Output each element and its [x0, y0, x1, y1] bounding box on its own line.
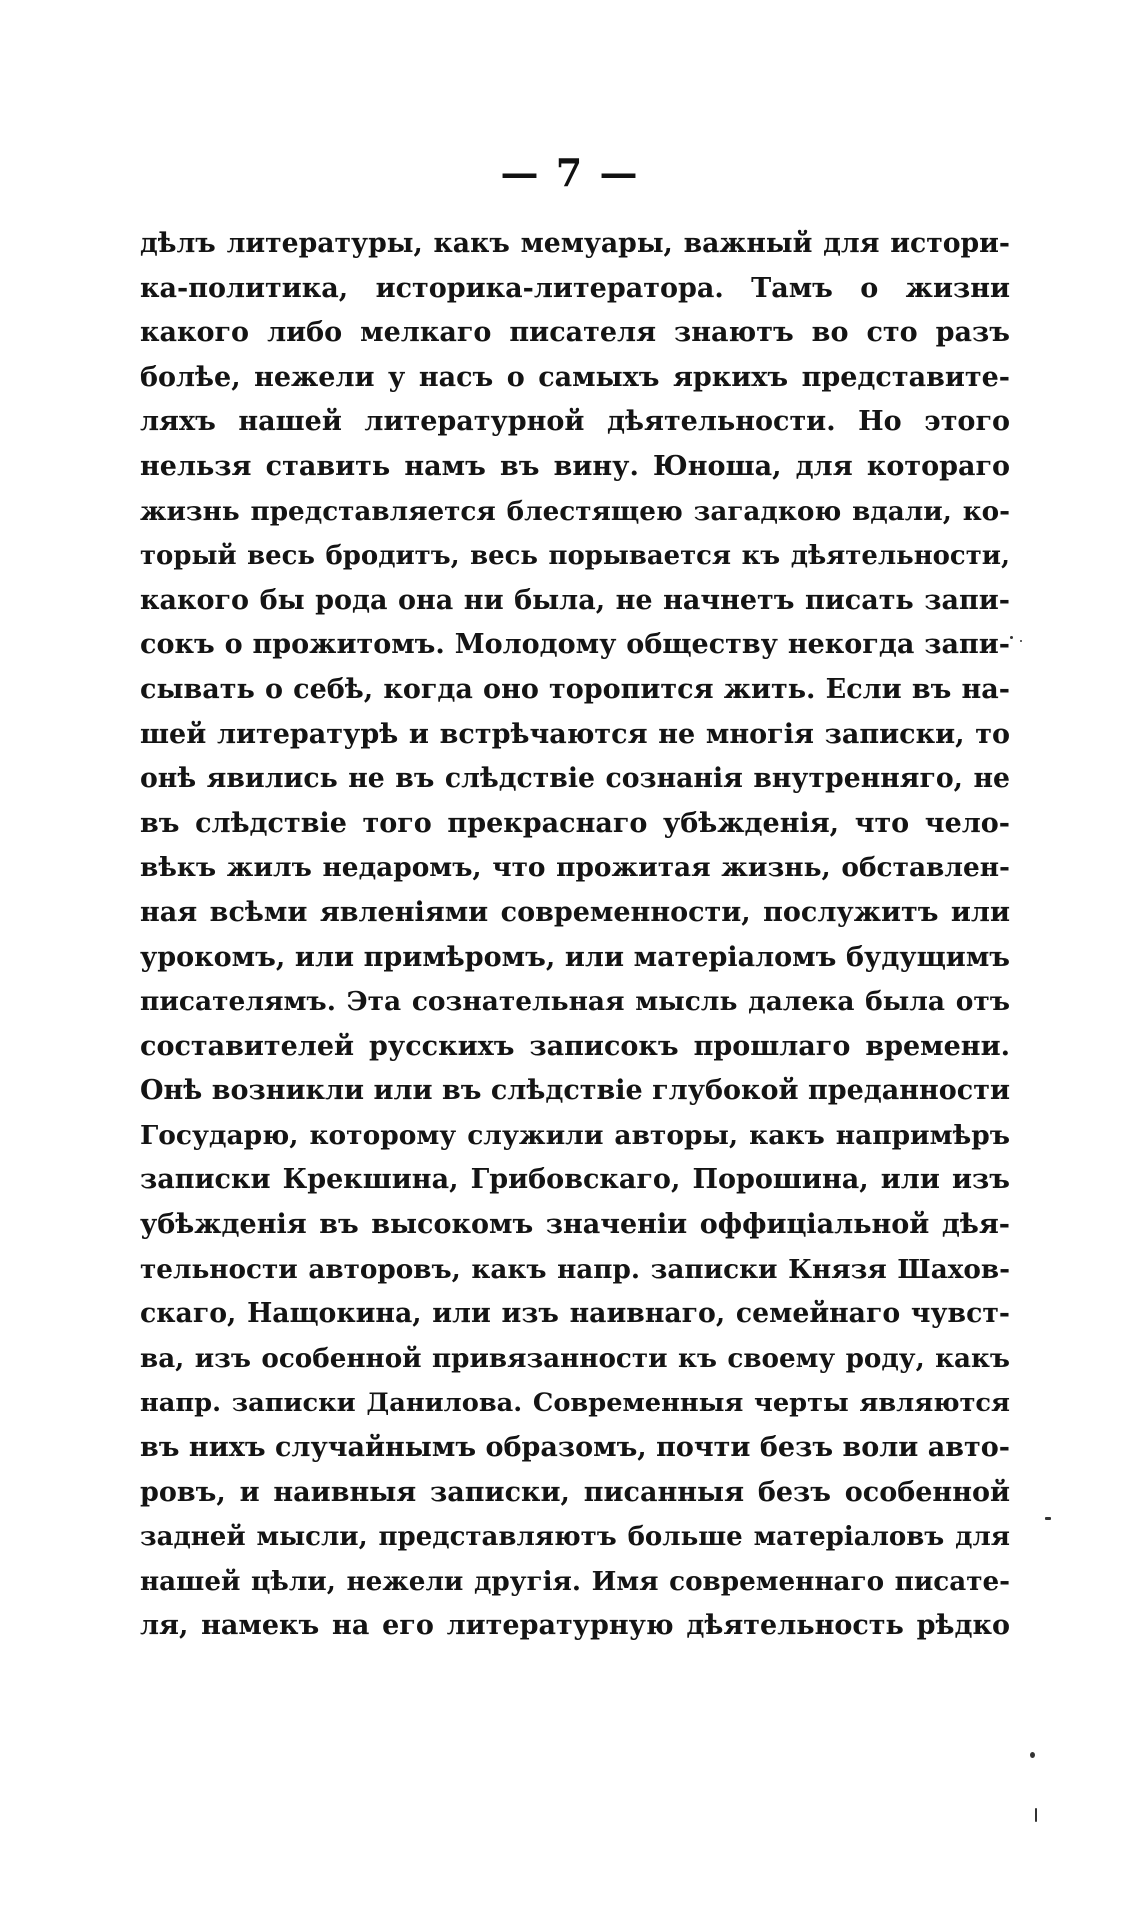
text-line: Онѣ возникли или въ слѣдствіе глубокой преданности — [140, 1075, 1010, 1107]
text-line: ная всѣми явленіями современности, послужитъ или — [140, 896, 1010, 928]
text-line: записки Крекшина, Грибовскаго, Порошина, или изъ — [140, 1164, 1010, 1196]
text-line: нельзя ставить намъ въ вину. Юноша, для котораго — [140, 450, 1010, 482]
text-line: онѣ явились не въ слѣдствіе сознанія внутренняго, не — [140, 763, 1010, 795]
text-line: дѣлъ литературы, какъ мемуары, важный для истори- — [140, 228, 1010, 259]
text-line: тельности авторовъ, какъ напр. записки Князя Шахов- — [140, 1253, 1010, 1285]
text-line: торый весь бродитъ, весь порывается къ дѣятельности, — [140, 541, 1010, 572]
text-line: нашей цѣли, нежели другія. Имя современнаго писате- — [140, 1565, 1010, 1597]
text-line: вѣкъ жилъ недаромъ, что прожитая жизнь, обставлен- — [140, 852, 1010, 884]
scan-speck — [1010, 636, 1013, 639]
scan-speck — [1035, 1808, 1037, 1822]
scan-speck — [1030, 1752, 1035, 1758]
text-line: ляхъ нашей литературной дѣятельности. Но этого — [140, 406, 1010, 438]
text-line: какого бы рода она ни была, не начнетъ писать запи- — [140, 584, 1010, 616]
text-line: задней мысли, представляютъ больше матеріаловъ для — [140, 1522, 1010, 1553]
text-line: ка-политика, историка-литератора. Тамъ о жизни — [140, 272, 1010, 304]
text-line: ровъ, и наивныя записки, писанныя безъ особенной — [140, 1476, 1010, 1508]
text-line: въ слѣдствіе того прекраснаго убѣжденія, что чело- — [140, 807, 1010, 839]
text-line: жизнь представляется блестящею загадкою вдали, ко- — [140, 495, 1010, 527]
text-line: сокъ о прожитомъ. Молодому обществу некогда запи- — [140, 629, 1010, 661]
text-line: урокомъ, или примѣромъ, или матеріаломъ будущимъ — [140, 941, 1010, 973]
text-line: Государю, которому служили авторы, какъ напримѣръ — [140, 1119, 1010, 1151]
text-line: напр. записки Данилова. Современныя черты являются — [140, 1388, 1010, 1419]
text-line: составителей русскихъ записокъ прошлаго времени. — [140, 1030, 1010, 1062]
body-text — [140, 222, 1010, 1649]
text-line: какого либо мелкаго писателя знаютъ во сто разъ — [140, 317, 1010, 349]
text-line: убѣжденія въ высокомъ значеніи оффиціальной дѣя- — [140, 1209, 1010, 1241]
scan-speck — [1020, 640, 1022, 642]
text-line: скаго, Нащокина, или изъ наивнаго, семейнаго чувст- — [140, 1298, 1010, 1330]
text-line: ля, намекъ на его литературную дѣятельность рѣдко — [140, 1610, 1010, 1642]
scan-speck — [1045, 1517, 1051, 1520]
text-line: шей литературѣ и встрѣчаются не многія записки, то — [140, 718, 1010, 750]
text-line: сывать о себѣ, когда оно торопится жить. Если въ на- — [140, 673, 1010, 705]
text-line: болѣе, нежели у насъ о самыхъ яркихъ представите- — [140, 361, 1010, 393]
page-number: — 7 — — [500, 150, 640, 195]
text-line: ва, изъ особенной привязанности къ своему роду, какъ — [140, 1342, 1010, 1374]
text-line: писателямъ. Эта сознательная мысль далека была отъ — [140, 986, 1010, 1018]
text-line: въ нихъ случайнымъ образомъ, почти безъ воли авто- — [140, 1432, 1010, 1464]
